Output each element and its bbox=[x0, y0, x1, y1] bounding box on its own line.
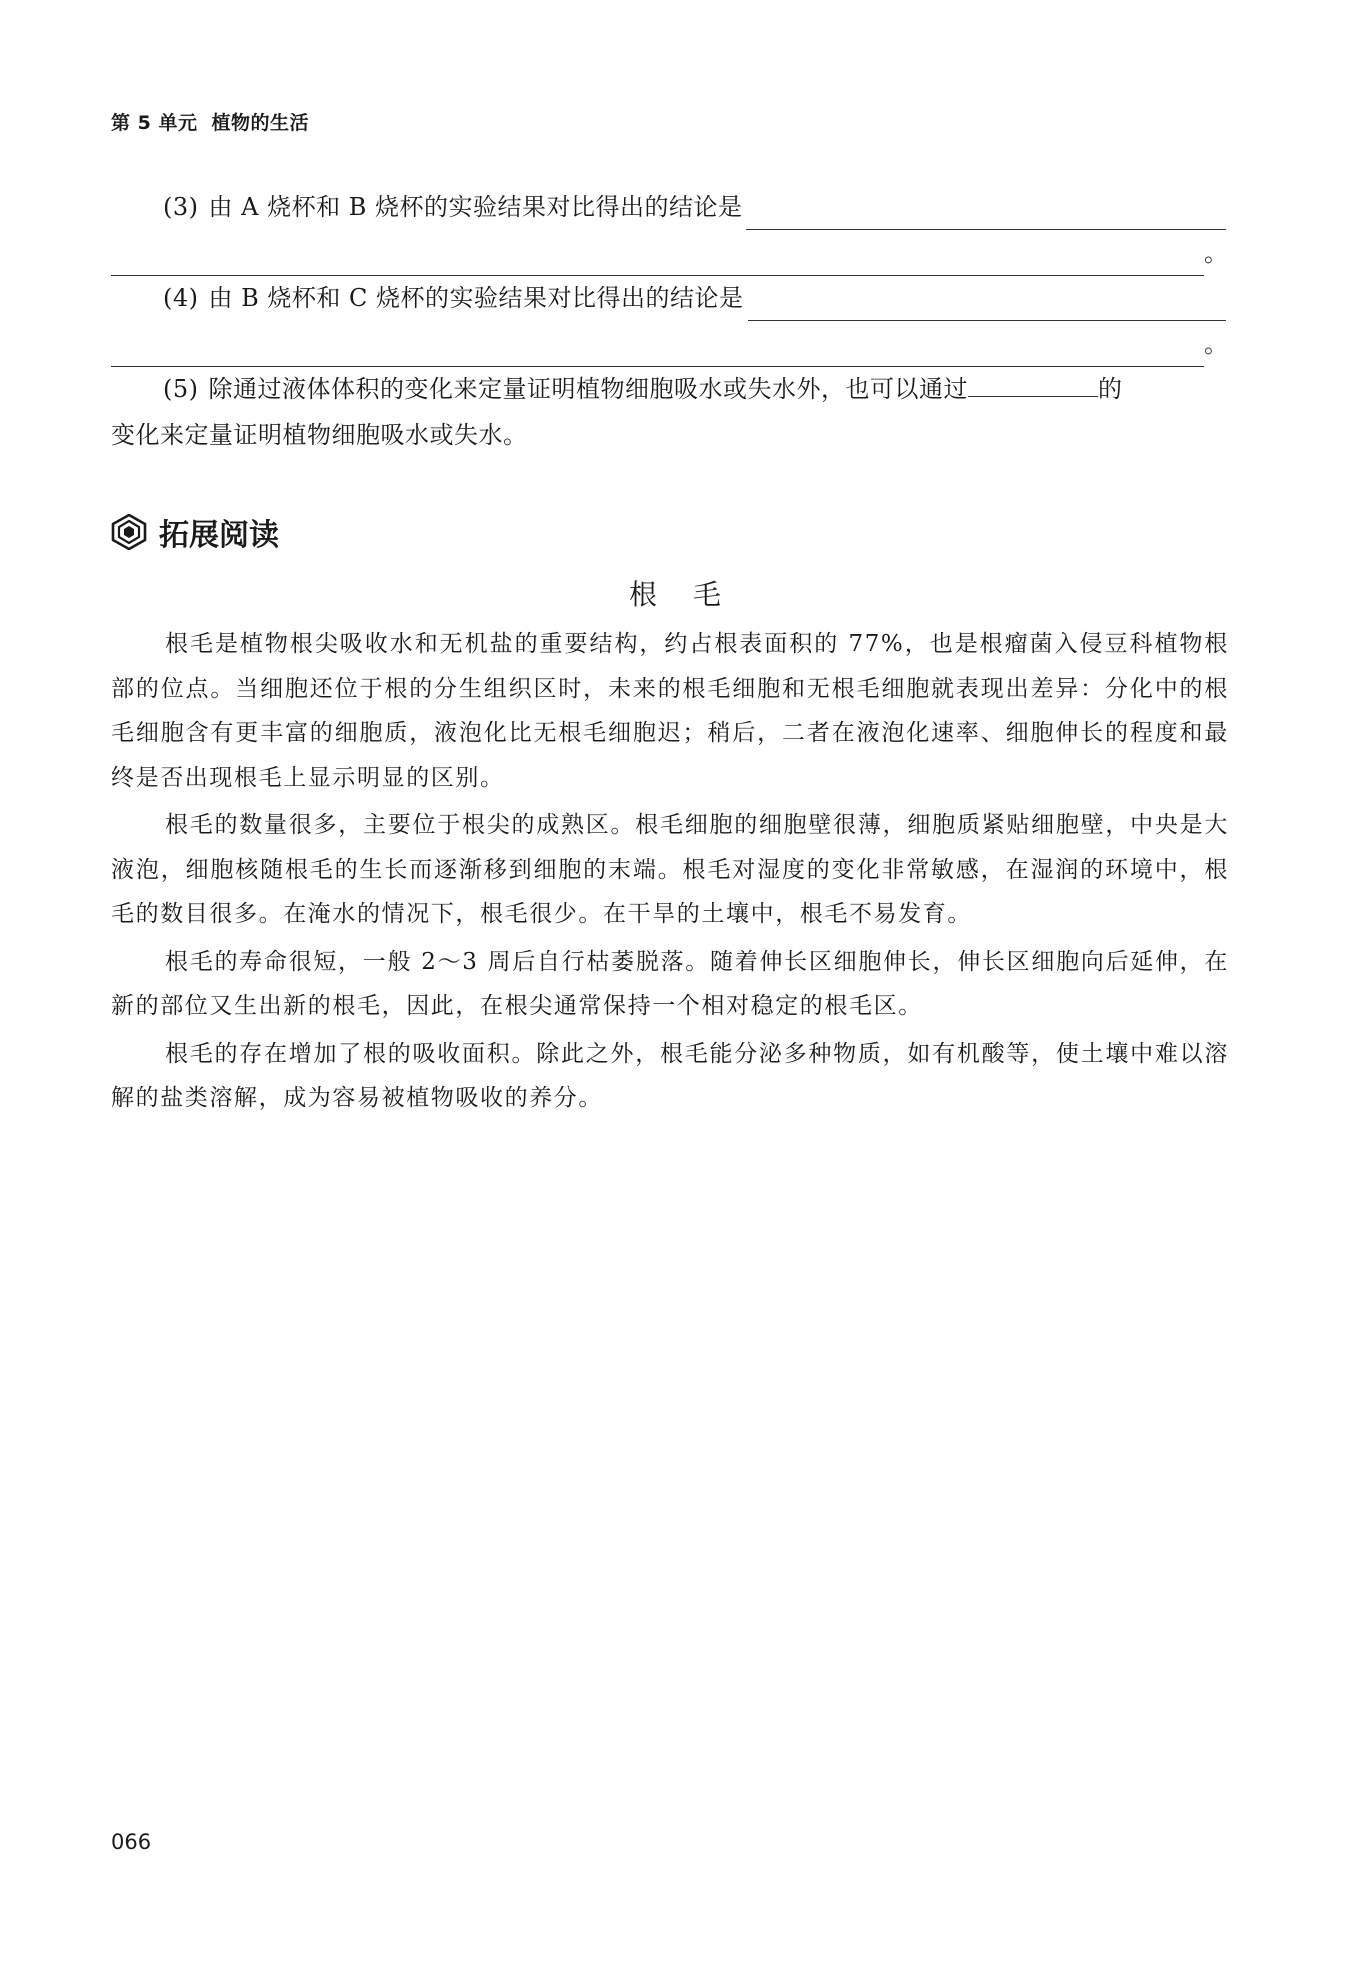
question-text: 由 B 烧杯和 C 烧杯的实验结果对比得出的结论是 bbox=[208, 284, 744, 312]
question-5 bbox=[111, 366, 1226, 458]
question-3 bbox=[111, 184, 1229, 276]
question-number: (3) bbox=[163, 193, 199, 221]
question-number: (5) bbox=[163, 375, 199, 403]
unit-label: 第 5 单元 bbox=[111, 112, 198, 134]
answer-blank-continued[interactable] bbox=[111, 336, 1204, 367]
article-title: 根毛 bbox=[628, 578, 757, 611]
running-header bbox=[111, 108, 309, 135]
answer-blank[interactable] bbox=[748, 290, 1226, 321]
article-paragraph: 根毛的存在增加了根的吸收面积。除此之外，根毛能分泌多种物质，如有机酸等，使土壤中难以溶解的盐类溶解，成为容易被植物吸收的养分。 bbox=[111, 1040, 1229, 1111]
article-paragraph: 根毛的寿命很短，一般 2～3 周后自行枯萎脱落。随着伸长区细胞伸长，伸长区细胞向后延伸，在新的部位又生出新的根毛，因此，在根尖通常保持一个相对稳定的根毛区。 bbox=[111, 948, 1229, 1019]
article-paragraph: 根毛是植物根尖吸收水和无机盐的重要结构，约占根表面积的 77%，也是根瘤菌入侵豆科植物根部的位点。当细胞还位于根的分生组织区时，未来的根毛细胞和无根毛细胞就表现出差异：分化中的根毛细胞含有更丰富的细胞质，液泡化比无根毛细胞迟；稍后，二者在液泡化速率、细胞伸长的程度和最终是否出现根毛上显示明显的区别。 bbox=[111, 631, 1229, 791]
question-4 bbox=[111, 275, 1229, 367]
answer-blank[interactable] bbox=[746, 199, 1226, 230]
section-heading-text: 拓展阅读 bbox=[159, 518, 279, 553]
answer-blank[interactable] bbox=[968, 370, 1098, 397]
unit-title: 植物的生活 bbox=[211, 112, 309, 134]
period: 。 bbox=[1204, 330, 1229, 358]
answer-blank-continued[interactable] bbox=[111, 245, 1204, 276]
question-number: (4) bbox=[163, 284, 199, 312]
question-text: 除通过液体体积的变化来定量证明植物细胞吸水或失水外，也可以通过 bbox=[208, 375, 968, 403]
article-body bbox=[111, 622, 1229, 1124]
section-heading bbox=[111, 510, 279, 554]
question-continuation: 变化来定量证明植物细胞吸水或失水。 bbox=[111, 421, 528, 449]
question-text-after: 的 bbox=[1098, 375, 1123, 403]
question-text: 由 A 烧杯和 B 烧杯的实验结果对比得出的结论是 bbox=[208, 193, 743, 221]
page-number: 066 bbox=[111, 1830, 152, 1854]
article-paragraph: 根毛的数量很多，主要位于根尖的成熟区。根毛细胞的细胞壁很薄，细胞质紧贴细胞壁，中央是大液泡，细胞核随根毛的生长而逐渐移到细胞的末端。根毛对湿度的变化非常敏感，在湿润的环境中，根毛的数目很多。在淹水的情况下，根毛很少。在干旱的土壤中，根毛不易发育。 bbox=[111, 812, 1229, 927]
period: 。 bbox=[1204, 239, 1229, 267]
hexagon-badge-icon bbox=[111, 514, 147, 550]
